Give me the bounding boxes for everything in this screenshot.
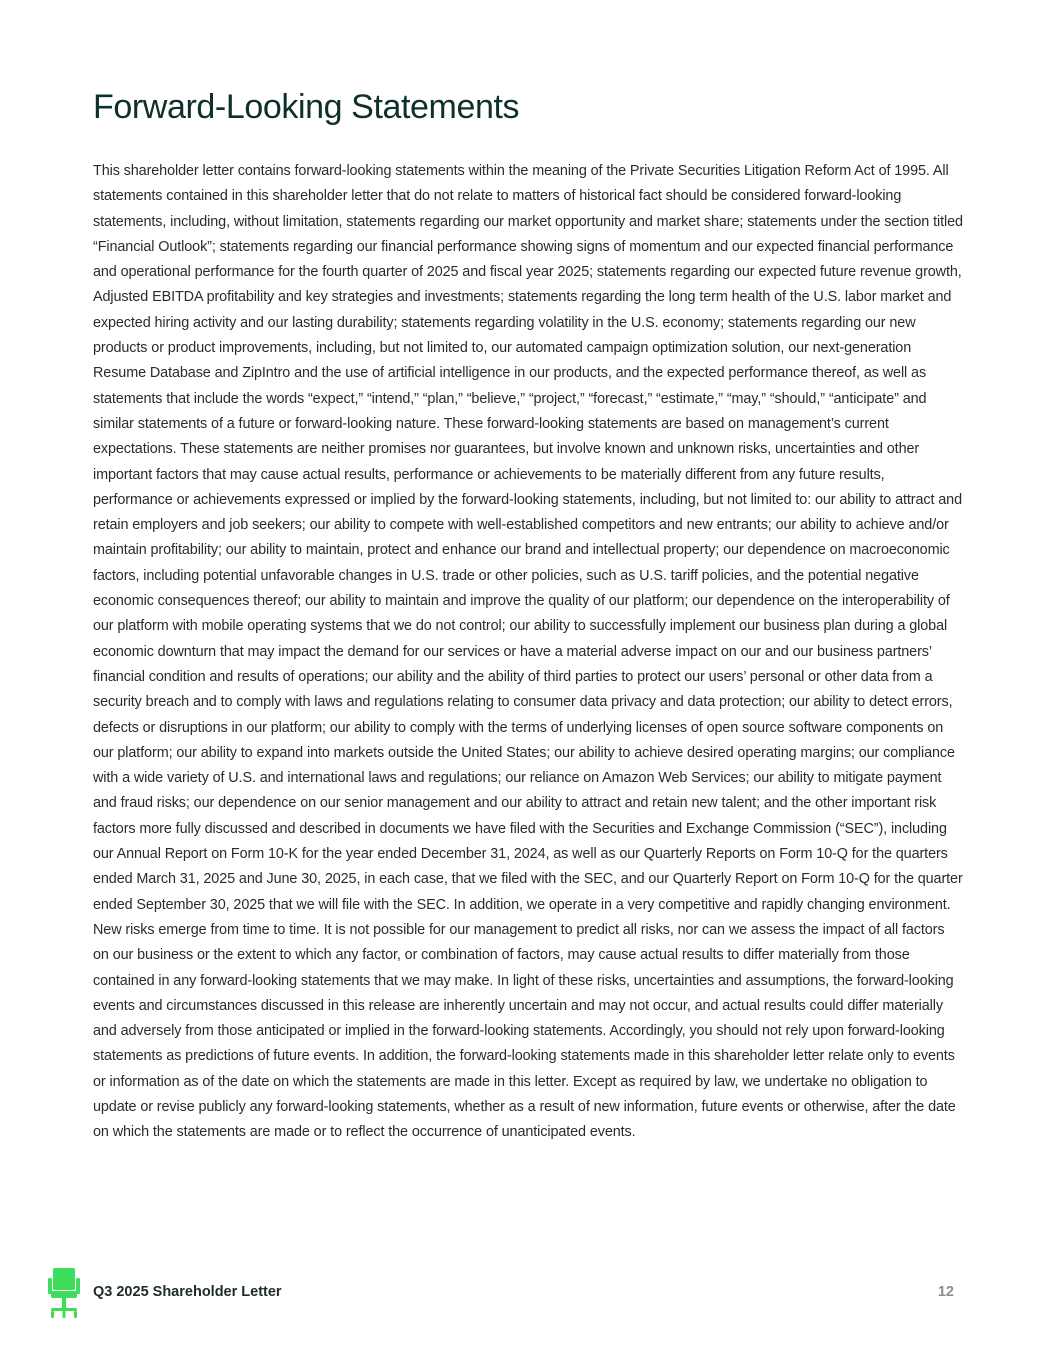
page-title: Forward-Looking Statements: [93, 88, 520, 126]
body-paragraph: This shareholder letter contains forward-looking statements within the meaning of the Private Securities Litigation Reform Act of 1995. All statements contained in this shareholder letter that do not relate to matters of historical fact should be considered forward-looking statements, including, without limitation, statements regarding our market opportunity and market share; statements under the section titled “Financial Outlook”; statements regarding our financial performance showing signs of momentum and our expected financial performance and operational performance for the fourth quarter of 2025 and fiscal year 2025; statements regarding our expected future revenue growth, Adjusted EBITDA profitability and key strategies and investments; statements regarding the long term health of the U.S. labor market and expected hiring activity and our lasting durability; statements regarding volatility in the U.S. economy; statements regarding our new products or product improvements, including, but not limited to, our automated campaign optimization solution, our next-generation Resume Database and ZipIntro and the use of artificial intelligence in our products, and the expected performance thereof, as well as statements that include the words “expect,” “intend,” “plan,” “believe,” “project,” “forecast,” “estimate,” “may,” “should,” “anticipate” and similar statements of a future or forward-looking nature. These forward-looking statements are based on management’s current expectations. These statements are neither promises nor guarantees, but involve known and unknown risks, uncertainties and other important factors that may cause actual results, performance or achievements to be materially different from any future results, performance or achievements expressed or implied by the forward-looking statements, including, but not limited to: our ability to attract and retain employers and job seekers; our ability to compete with well-established competitors and new entrants; our ability to achieve and/or maintain profitability; our ability to maintain, protect and enhance our brand and intellectual property; our dependence on macroeconomic factors, including potential unfavorable changes in U.S. trade or other policies, such as U.S. tariff policies, and the potential negative economic consequences thereof; our ability to maintain and improve the quality of our platform; our dependence on the interoperability of our platform with mobile operating systems that we do not control; our ability to successfully implement our business plan during a global economic downturn that may impact the demand for our services or have a material adverse impact on our and our business partners’ financial condition and results of operations; our ability and the ability of third parties to protect our users’ personal or other data from a security breach and to comply with laws and regulations relating to consumer data privacy and data protection; our ability to detect errors, defects or disruptions in our platform; our ability to comply with the terms of underlying licenses of open source software components on our platform; our ability to expand into markets outside the United States; our ability to achieve desired operating margins; our compliance with a wide variety of U.S. and international laws and regulations; our reliance on Amazon Web Services; our ability to mitigate payment and fraud risks; our dependence on our senior management and our ability to attract and retain new talent; and the other important risk factors more fully discussed and described in documents we have filed with the Securities and Exchange Commission (“SEC”), including our Annual Report on Form 10-K for the year ended December 31, 2024, as well as our Quarterly Reports on Form 10-Q for the quarters ended March 31, 2025 and June 30, 2025, in each case, that we filed with the SEC, and our Quarterly Report on Form 10-Q for the quarter ended September 30, 2025 that we will file with the SEC. In addition, we operate in a very competitive and rapidly changing environment. New risks emerge from time to time. It is not possible for our management to predict all risks, nor can we assess the impact of all factors on our business or the extent to which any factor, or combination of factors, may cause actual results to differ materially from those contained in any forward-looking statements that we may make. In light of these risks, uncertainties and assumptions, the forward-looking events and circumstances discussed in this release are inherently uncertain and may not occur, and actual results could differ materially and adversely from those anticipated or implied in the forward-looking statements. Accordingly, you should not rely upon forward-looking statements as predictions of future events. In addition, the forward-looking statements made in this shareholder letter relate only to events or information as of the date on which the statements are made in this letter. Except as required by law, we undertake no obligation to update or revise publicly any forward-looking statements, whether as a result of new information, future events or otherwise, after the date on which the statements are made or to reflect the occurrence of unanticipated events.: [93, 163, 963, 1141]
footer-document-label: Q3 2025 Shareholder Letter: [93, 1284, 282, 1300]
page-footer: [0, 1262, 1055, 1322]
page-number: 12: [937, 1284, 954, 1300]
office-chair-logo-icon: [47, 1266, 81, 1320]
